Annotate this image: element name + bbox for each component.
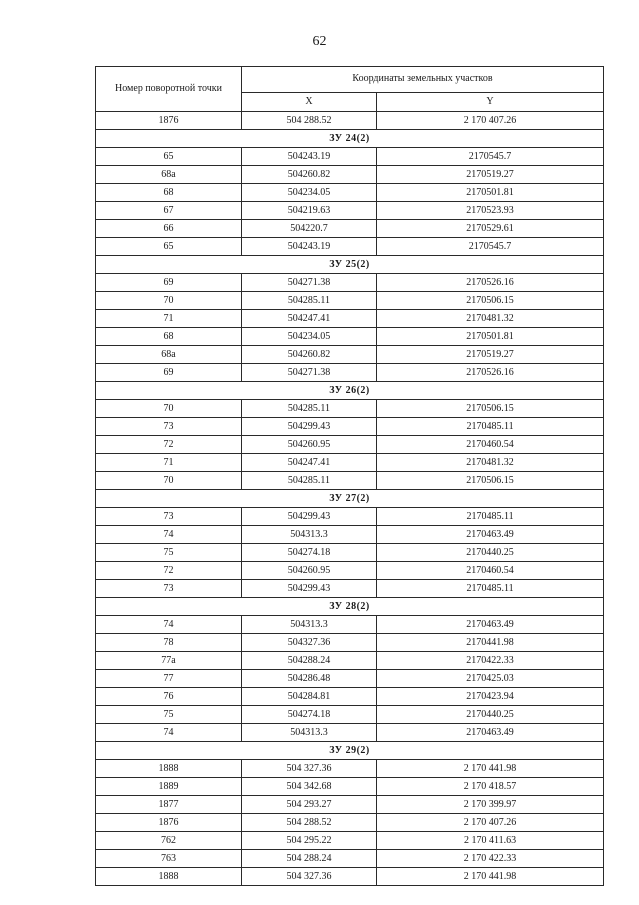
x-coordinate-cell: 504285.11 [242, 292, 377, 310]
y-coordinate-cell: 2170440.25 [377, 544, 604, 562]
point-number-cell: 65 [96, 238, 242, 256]
y-coordinate-cell: 2170425.03 [377, 670, 604, 688]
point-number-cell: 762 [96, 832, 242, 850]
point-number-cell: 1888 [96, 760, 242, 778]
x-coordinate-cell: 504271.38 [242, 274, 377, 292]
point-number-header: Номер поворотной точки [96, 67, 242, 112]
table-row [96, 616, 604, 634]
x-coordinate-cell: 504243.19 [242, 148, 377, 166]
y-coordinate-cell: 2170485.11 [377, 508, 604, 526]
table-row [96, 148, 604, 166]
section-title: ЗУ 28(2) [96, 598, 604, 616]
table-row [96, 724, 604, 742]
y-coordinate-cell: 2170523.93 [377, 202, 604, 220]
coordinates-header: Координаты земельных участков [242, 67, 604, 93]
y-header: Y [377, 92, 604, 111]
table-row [96, 112, 604, 130]
x-coordinate-cell: 504260.95 [242, 436, 377, 454]
x-coordinate-cell: 504 327.36 [242, 868, 377, 886]
point-number-cell: 68a [96, 166, 242, 184]
point-number-cell: 74 [96, 526, 242, 544]
table-row [96, 310, 604, 328]
point-number-cell: 1877 [96, 796, 242, 814]
point-number-cell: 763 [96, 850, 242, 868]
page-number: 62 [312, 34, 327, 49]
x-coordinate-cell: 504271.38 [242, 364, 377, 382]
y-coordinate-cell: 2 170 418.57 [377, 778, 604, 796]
point-number-cell: 70 [96, 400, 242, 418]
x-coordinate-cell: 504247.41 [242, 310, 377, 328]
table-row [96, 364, 604, 382]
y-coordinate-cell: 2170460.54 [377, 436, 604, 454]
point-number-cell: 77a [96, 652, 242, 670]
table-row [96, 814, 604, 832]
y-coordinate-cell: 2170440.25 [377, 706, 604, 724]
section-title: ЗУ 24(2) [96, 130, 604, 148]
y-coordinate-cell: 2 170 407.26 [377, 814, 604, 832]
point-number-cell: 65 [96, 148, 242, 166]
point-number-cell: 66 [96, 220, 242, 238]
table-row [96, 670, 604, 688]
point-number-cell: 74 [96, 616, 242, 634]
x-coordinate-cell: 504234.05 [242, 184, 377, 202]
point-number-cell: 1876 [96, 814, 242, 832]
point-number-cell: 73 [96, 580, 242, 598]
point-number-cell: 75 [96, 544, 242, 562]
x-coordinate-cell: 504285.11 [242, 400, 377, 418]
y-coordinate-cell: 2170506.15 [377, 292, 604, 310]
y-coordinate-cell: 2170501.81 [377, 328, 604, 346]
y-coordinate-cell: 2170501.81 [377, 184, 604, 202]
point-number-cell: 70 [96, 292, 242, 310]
y-coordinate-cell: 2170481.32 [377, 454, 604, 472]
y-coordinate-cell: 2170422.33 [377, 652, 604, 670]
point-number-cell: 73 [96, 418, 242, 436]
x-coordinate-cell: 504 342.68 [242, 778, 377, 796]
point-number-cell: 74 [96, 724, 242, 742]
y-coordinate-cell: 2170460.54 [377, 562, 604, 580]
y-coordinate-cell: 2170463.49 [377, 616, 604, 634]
section-row [96, 130, 604, 148]
table-row [96, 274, 604, 292]
table-row [96, 418, 604, 436]
table-row [96, 778, 604, 796]
table-row [96, 850, 604, 868]
y-coordinate-cell: 2 170 441.98 [377, 868, 604, 886]
table-row [96, 688, 604, 706]
point-number-cell: 71 [96, 454, 242, 472]
table-body [96, 112, 604, 886]
point-number-cell: 68 [96, 184, 242, 202]
section-row [96, 256, 604, 274]
point-number-cell: 75 [96, 706, 242, 724]
x-coordinate-cell: 504 288.52 [242, 814, 377, 832]
point-number-cell: 67 [96, 202, 242, 220]
section-title: ЗУ 25(2) [96, 256, 604, 274]
section-row [96, 742, 604, 760]
y-coordinate-cell: 2170441.98 [377, 634, 604, 652]
x-coordinate-cell: 504 293.27 [242, 796, 377, 814]
y-coordinate-cell: 2170485.11 [377, 418, 604, 436]
x-coordinate-cell: 504220.7 [242, 220, 377, 238]
x-coordinate-cell: 504247.41 [242, 454, 377, 472]
x-coordinate-cell: 504313.3 [242, 526, 377, 544]
x-coordinate-cell: 504243.19 [242, 238, 377, 256]
table-row [96, 220, 604, 238]
y-coordinate-cell: 2170485.11 [377, 580, 604, 598]
x-coordinate-cell: 504274.18 [242, 706, 377, 724]
table-row [96, 832, 604, 850]
y-coordinate-cell: 2170506.15 [377, 472, 604, 490]
y-coordinate-cell: 2170526.16 [377, 364, 604, 382]
point-number-cell: 1889 [96, 778, 242, 796]
point-number-cell: 1876 [96, 112, 242, 130]
x-coordinate-cell: 504 295.22 [242, 832, 377, 850]
table-row [96, 706, 604, 724]
y-coordinate-cell: 2170481.32 [377, 310, 604, 328]
y-coordinate-cell: 2170423.94 [377, 688, 604, 706]
x-coordinate-cell: 504313.3 [242, 724, 377, 742]
section-row [96, 598, 604, 616]
y-coordinate-cell: 2 170 441.98 [377, 760, 604, 778]
x-coordinate-cell: 504260.82 [242, 346, 377, 364]
y-coordinate-cell: 2170506.15 [377, 400, 604, 418]
point-number-cell: 77 [96, 670, 242, 688]
point-number-cell: 70 [96, 472, 242, 490]
point-number-cell: 69 [96, 364, 242, 382]
x-coordinate-cell: 504 327.36 [242, 760, 377, 778]
y-coordinate-cell: 2 170 407.26 [377, 112, 604, 130]
point-number-cell: 1888 [96, 868, 242, 886]
x-coordinate-cell: 504234.05 [242, 328, 377, 346]
y-coordinate-cell: 2170526.16 [377, 274, 604, 292]
x-coordinate-cell: 504219.63 [242, 202, 377, 220]
y-coordinate-cell: 2 170 399.97 [377, 796, 604, 814]
table-row [96, 544, 604, 562]
section-row [96, 382, 604, 400]
point-number-cell: 78 [96, 634, 242, 652]
table-row [96, 652, 604, 670]
table-row [96, 202, 604, 220]
y-coordinate-cell: 2 170 411.63 [377, 832, 604, 850]
x-coordinate-cell: 504299.43 [242, 508, 377, 526]
table-row [96, 868, 604, 886]
x-coordinate-cell: 504260.95 [242, 562, 377, 580]
section-title: ЗУ 26(2) [96, 382, 604, 400]
y-coordinate-cell: 2170529.61 [377, 220, 604, 238]
table-row [96, 400, 604, 418]
point-number-cell: 69 [96, 274, 242, 292]
x-coordinate-cell: 504260.82 [242, 166, 377, 184]
coordinates-table [95, 66, 604, 886]
y-coordinate-cell: 2170519.27 [377, 346, 604, 364]
x-header: X [242, 92, 377, 111]
y-coordinate-cell: 2170545.7 [377, 238, 604, 256]
table-row [96, 328, 604, 346]
table-row [96, 346, 604, 364]
x-coordinate-cell: 504285.11 [242, 472, 377, 490]
table-row [96, 562, 604, 580]
x-coordinate-cell: 504288.24 [242, 652, 377, 670]
point-number-cell: 73 [96, 508, 242, 526]
x-coordinate-cell: 504299.43 [242, 580, 377, 598]
x-coordinate-cell: 504327.36 [242, 634, 377, 652]
table-row [96, 238, 604, 256]
table-row [96, 580, 604, 598]
section-row [96, 490, 604, 508]
point-number-cell: 72 [96, 436, 242, 454]
y-coordinate-cell: 2170463.49 [377, 526, 604, 544]
x-coordinate-cell: 504299.43 [242, 418, 377, 436]
point-number-cell: 68a [96, 346, 242, 364]
section-title: ЗУ 27(2) [96, 490, 604, 508]
y-coordinate-cell: 2170545.7 [377, 148, 604, 166]
table-row [96, 184, 604, 202]
table-row [96, 292, 604, 310]
table-row [96, 436, 604, 454]
x-coordinate-cell: 504286.48 [242, 670, 377, 688]
x-coordinate-cell: 504 288.24 [242, 850, 377, 868]
y-coordinate-cell: 2170463.49 [377, 724, 604, 742]
y-coordinate-cell: 2 170 422.33 [377, 850, 604, 868]
section-title: ЗУ 29(2) [96, 742, 604, 760]
point-number-cell: 68 [96, 328, 242, 346]
table-row [96, 454, 604, 472]
table-row [96, 526, 604, 544]
table-row [96, 760, 604, 778]
point-number-cell: 71 [96, 310, 242, 328]
x-coordinate-cell: 504284.81 [242, 688, 377, 706]
table-row [96, 166, 604, 184]
point-number-cell: 72 [96, 562, 242, 580]
table-row [96, 508, 604, 526]
x-coordinate-cell: 504313.3 [242, 616, 377, 634]
y-coordinate-cell: 2170519.27 [377, 166, 604, 184]
table-row [96, 796, 604, 814]
table-row [96, 634, 604, 652]
x-coordinate-cell: 504 288.52 [242, 112, 377, 130]
table-row [96, 472, 604, 490]
point-number-cell: 76 [96, 688, 242, 706]
x-coordinate-cell: 504274.18 [242, 544, 377, 562]
